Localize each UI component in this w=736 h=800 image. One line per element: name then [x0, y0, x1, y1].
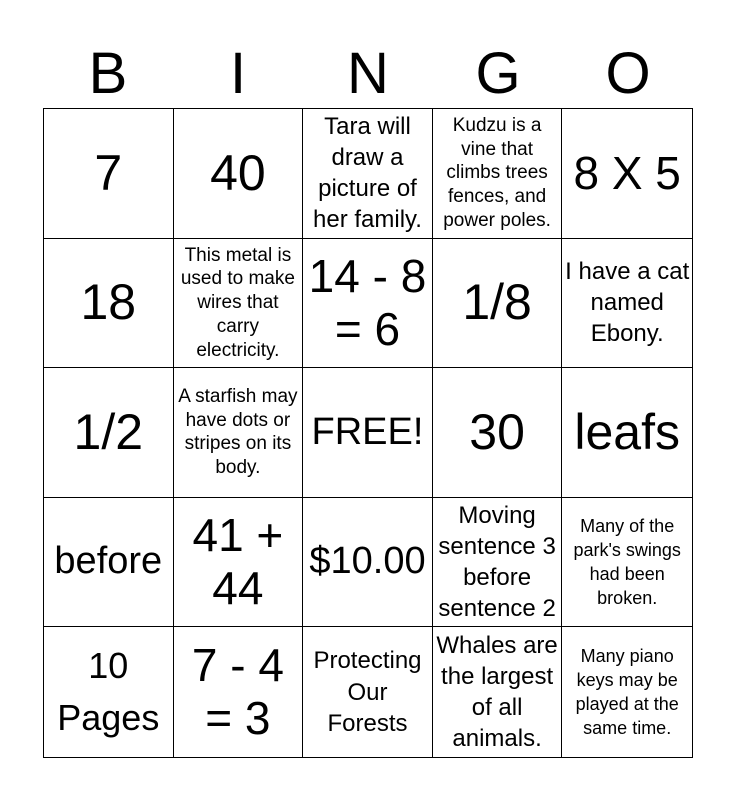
- cell-text: 41 + 44: [192, 509, 284, 615]
- bingo-cell[interactable]: [303, 498, 433, 628]
- bingo-cell[interactable]: [44, 239, 174, 369]
- bingo-cell[interactable]: [433, 239, 563, 369]
- cell-text: This metal is used to make wires that carry electricity.: [180, 244, 295, 361]
- bingo-cell[interactable]: [433, 627, 563, 757]
- bingo-cell[interactable]: [174, 627, 304, 757]
- cell-text: 1/8: [462, 274, 532, 331]
- cell-text: 8 X 5: [573, 146, 681, 199]
- cell-text: 10 Pages: [57, 645, 160, 739]
- bingo-cell[interactable]: [562, 498, 692, 628]
- cell-text: leafs: [574, 403, 680, 460]
- bingo-cell[interactable]: [562, 368, 692, 498]
- cell-text: before: [54, 540, 163, 583]
- cell-text: $10.00: [309, 540, 426, 583]
- bingo-board: [43, 108, 693, 758]
- cell-text: Whales are the largest of all animals.: [436, 631, 558, 753]
- cell-text: Moving sentence 3 before sentence 2: [438, 501, 556, 623]
- cell-text: 40: [210, 144, 266, 201]
- cell-text: Kudzu is a vine that climbs trees fences, and power poles.: [443, 114, 551, 231]
- cell-text: 7 - 4 = 3: [191, 639, 284, 745]
- cell-text: A starfish may have dots or stripes on its body.: [178, 385, 298, 479]
- cell-text: 7: [94, 144, 123, 201]
- bingo-cell[interactable]: [44, 498, 174, 628]
- cell-text: Tara will draw a picture of her family.: [313, 112, 422, 234]
- header-letter-n: N: [347, 41, 389, 106]
- header-letter-b: B: [88, 41, 128, 106]
- header-letter-o: O: [605, 41, 651, 106]
- cell-text: I have a cat named Ebony.: [565, 258, 690, 348]
- bingo-cell[interactable]: [174, 498, 304, 628]
- bingo-cell[interactable]: [303, 627, 433, 757]
- bingo-cell[interactable]: [44, 109, 174, 239]
- bingo-cell[interactable]: [562, 627, 692, 757]
- bingo-header: [43, 40, 693, 108]
- bingo-cell[interactable]: [174, 109, 304, 239]
- bingo-cell[interactable]: [44, 368, 174, 498]
- cell-text: 18: [80, 274, 137, 331]
- bingo-cell[interactable]: [433, 368, 563, 498]
- bingo-cell[interactable]: [174, 239, 304, 369]
- bingo-cell[interactable]: [174, 368, 304, 498]
- bingo-cell[interactable]: [562, 109, 692, 239]
- cell-text: 14 - 8 = 6: [308, 250, 427, 355]
- cell-text: FREE!: [311, 410, 424, 453]
- cell-text: 30: [469, 403, 525, 460]
- header-letter-i: I: [229, 41, 247, 106]
- bingo-cell[interactable]: [303, 239, 433, 369]
- cell-text: Many of the park's swings had been broken.: [573, 515, 681, 609]
- cell-text: 1/2: [73, 403, 144, 460]
- bingo-cell[interactable]: [433, 109, 563, 239]
- bingo-cell-free[interactable]: [303, 368, 433, 498]
- header-letter-g: G: [475, 41, 521, 106]
- bingo-cell[interactable]: [303, 109, 433, 239]
- bingo-cell[interactable]: [562, 239, 692, 369]
- cell-text: Protecting Our Forests: [313, 647, 422, 737]
- bingo-cell[interactable]: [44, 627, 174, 757]
- bingo-cell[interactable]: [433, 498, 563, 628]
- cell-text: Many piano keys may be played at the same time.: [575, 645, 679, 739]
